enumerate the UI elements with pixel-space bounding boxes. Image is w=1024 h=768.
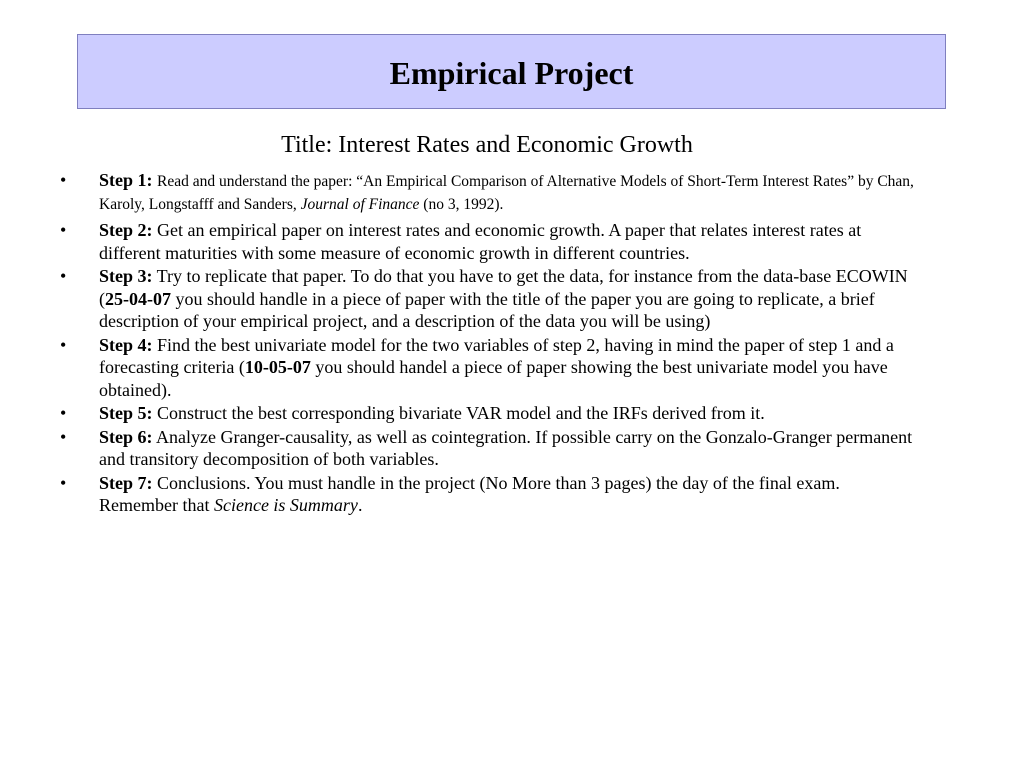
- bullet-icon: •: [60, 266, 67, 286]
- slide-title-box: [77, 34, 946, 109]
- step-label: Step 6:: [99, 426, 153, 447]
- step-label: Step 4:: [99, 334, 153, 355]
- list-item-step-7: [0, 472, 919, 517]
- step-label: Step 5:: [99, 403, 153, 423]
- step-text: Read and understand the paper: “An Empirical Comparison of Alternative Models of Short-Term Interest Rates” by Chan, Karoly, Longstafff and Sanders, Journal of Finance (no 3, 1992).: [99, 173, 914, 213]
- step-text: Get an empirical paper on interest rates and economic growth. A paper that relates interest rates at different maturities with some measure of economic growth in different countries.: [99, 220, 862, 263]
- deadline-date: 25-04-07: [105, 288, 171, 309]
- step-label: Step 2:: [99, 220, 153, 240]
- slide-subtitle: Title: Interest Rates and Economic Growth: [281, 132, 693, 158]
- bullet-icon: •: [60, 170, 67, 190]
- step-text-cont: you should handle in a piece of paper with the title of the paper you are going to replicate, a brief description of your empirical project, and a description of the data you will be using): [99, 288, 875, 331]
- step-label: Step 7:: [99, 472, 153, 493]
- slide-title: Empirical Project: [389, 54, 634, 91]
- list-item-step-2: [0, 219, 919, 264]
- list-item-step-6: [0, 426, 919, 471]
- deadline-date: 10-05-07: [244, 357, 311, 377]
- bullet-icon: •: [60, 220, 67, 240]
- step-label: Step 1:: [99, 170, 153, 190]
- list-item-step-1: [0, 170, 919, 215]
- bullet-icon: •: [60, 403, 67, 423]
- journal-name: Journal of Finance: [300, 195, 420, 213]
- step-text-cont: .: [357, 495, 363, 515]
- step-text-cont: you should handel a piece of paper showing the best univariate model you have obtained).: [99, 357, 888, 400]
- emphasis-text: Science is Summary: [213, 495, 358, 515]
- list-item-step-3: [0, 265, 919, 333]
- list-item-step-4: [0, 334, 919, 402]
- bullet-icon: •: [60, 426, 67, 447]
- step-text: Find the best univariate model for the two variables of step 2, having in mind the paper of step 1 and a forecasting criteria (: [99, 334, 894, 377]
- step-text: Conclusions. You must handle in the project (No More than 3 pages) the day of the final exam. Remember that: [99, 472, 840, 515]
- list-item-step-5: [0, 402, 919, 425]
- step-text: Analyze Granger-causality, as well as cointegration. If possible carry on the Gonzalo-Granger permanent and transitory decomposition of both variables.: [99, 426, 913, 469]
- step-label: Step 3:: [99, 266, 153, 286]
- step-text: Construct the best corresponding bivariate VAR model and the IRFs derived from it.: [152, 403, 765, 423]
- steps-list: [0, 170, 1024, 518]
- step-text: Try to replicate that paper. To do that you have to get the data, for instance from the data-base ECOWIN (: [99, 266, 908, 309]
- bullet-icon: •: [60, 472, 67, 493]
- bullet-icon: •: [60, 334, 67, 355]
